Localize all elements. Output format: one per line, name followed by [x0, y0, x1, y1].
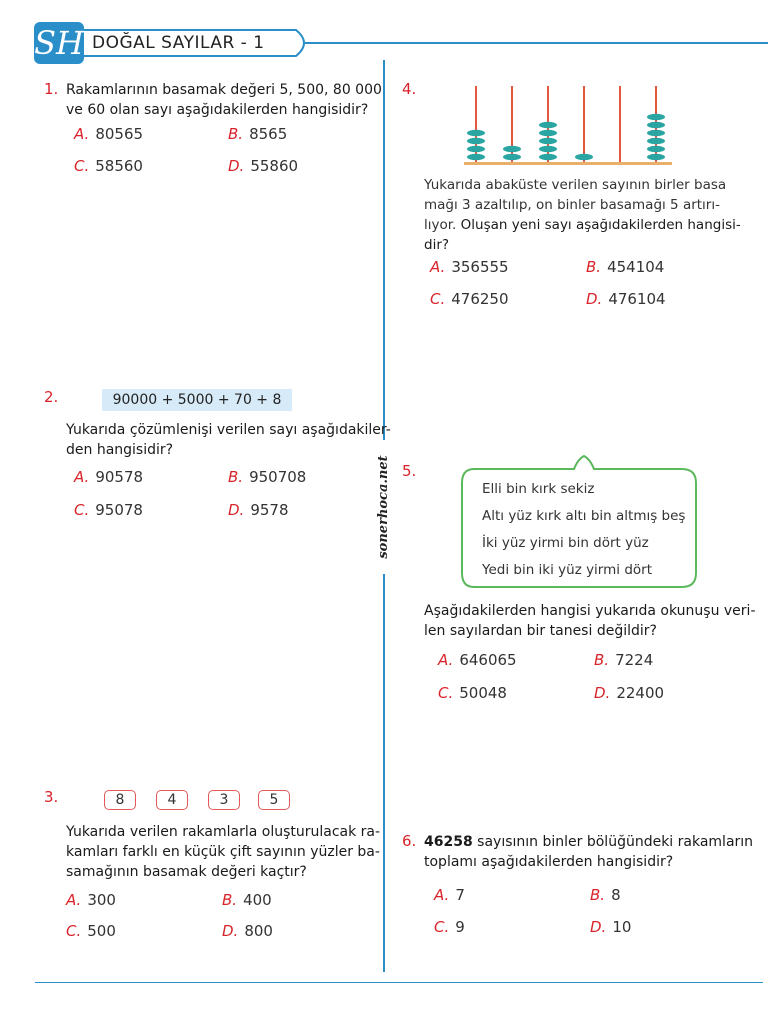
abacus-bead [647, 154, 665, 160]
q3-option-a[interactable] [66, 891, 116, 909]
option-letter: C. [66, 922, 82, 940]
bubble-line-3: İki yüz yirmi bin dört yüz [482, 535, 649, 551]
q4-text-line3b: Oluşan yeni sayı aşağıdakilerden hangisi- [460, 217, 741, 233]
q3-option-d[interactable] [222, 922, 273, 940]
q6-number-value: 46258 [424, 834, 473, 850]
option-value: 476104 [608, 290, 666, 308]
q3-option-c[interactable] [66, 922, 116, 940]
q4-text-line3a: lıyor. [424, 217, 457, 233]
q4-text-line2: mağı 3 azaltılıp, on binler basamağı 5 artırı- [424, 197, 720, 213]
q3-number: 3. [44, 788, 59, 806]
option-letter: D. [594, 684, 611, 702]
abacus-bead [539, 130, 557, 136]
q3-text-line3: samağının basamak değeri kaçtır? [66, 864, 307, 880]
option-letter: B. [222, 891, 238, 909]
q5-option-c[interactable] [438, 684, 507, 702]
q4-number: 4. [402, 80, 417, 98]
option-value: 9578 [250, 501, 289, 519]
q6-option-c[interactable] [434, 918, 465, 936]
option-letter: B. [590, 886, 606, 904]
q1-text-line2: ve 60 olan sayı aşağıdakilerden hangisidir? [66, 102, 369, 118]
q1-option-d[interactable] [228, 157, 298, 175]
option-letter: D. [586, 290, 603, 308]
option-letter: A. [74, 125, 90, 143]
option-value: 646065 [459, 651, 517, 669]
option-value: 80565 [95, 125, 144, 143]
q6-option-a[interactable] [434, 886, 465, 904]
q5-option-d[interactable] [594, 684, 664, 702]
q2-text-line2: den hangisidir? [66, 442, 174, 458]
option-letter: D. [228, 501, 245, 519]
q5-option-a[interactable] [438, 651, 517, 669]
option-value: 8565 [249, 125, 288, 143]
option-value: 800 [244, 922, 273, 940]
bottom-line [35, 982, 763, 983]
option-letter: A. [438, 651, 454, 669]
q5-number: 5. [402, 462, 417, 480]
abacus-bead [539, 122, 557, 128]
q2-expression: 90000 + 5000 + 70 + 8 [102, 389, 292, 411]
q4-option-b[interactable] [586, 258, 664, 276]
option-letter: C. [434, 918, 450, 936]
q4-text-line4: dir? [424, 237, 450, 253]
page-title: DOĞAL SAYILAR - 1 [92, 33, 265, 53]
q3-text-line2: kamları farklı en küçük çift sayının yüzler ba- [66, 844, 380, 860]
option-letter: C. [74, 157, 90, 175]
option-value: 950708 [249, 468, 307, 486]
option-letter: C. [430, 290, 446, 308]
option-letter: C. [74, 501, 90, 519]
abacus-bead [539, 138, 557, 144]
q4-option-a[interactable] [430, 258, 509, 276]
option-value: 8 [611, 886, 621, 904]
q6-option-d[interactable] [590, 918, 631, 936]
q4-option-d[interactable] [586, 290, 666, 308]
abacus-bead [467, 146, 485, 152]
logo-letters: SH [34, 24, 84, 62]
option-letter: B. [228, 468, 244, 486]
abacus-bead [539, 146, 557, 152]
option-letter: A. [66, 891, 82, 909]
q5-text-line2: len sayılardan bir tanesi değildir? [424, 623, 657, 639]
q5-text-line1: Aşağıdakilerden hangisi yukarıda okunuşu veri- [424, 603, 756, 619]
option-value: 55860 [250, 157, 299, 175]
abacus-bead [539, 154, 557, 160]
q1-number: 1. [44, 80, 59, 98]
q3-digit-1: 8 [104, 790, 136, 810]
q4-text-line1: Yukarıda abaküste verilen sayının birler basa [424, 177, 727, 193]
option-letter: A. [434, 886, 450, 904]
option-value: 356555 [451, 258, 509, 276]
q2-option-b[interactable] [228, 468, 306, 486]
abacus [460, 80, 680, 170]
q2-option-c[interactable] [74, 501, 143, 519]
q4-option-c[interactable] [430, 290, 509, 308]
option-letter: D. [228, 157, 245, 175]
option-value: 9 [455, 918, 465, 936]
option-letter: B. [586, 258, 602, 276]
option-letter: C. [438, 684, 454, 702]
abacus-bead [467, 154, 485, 160]
abacus-bead [503, 146, 521, 152]
q3-text-line1: Yukarıda verilen rakamlarla oluşturulacak ra- [66, 824, 381, 840]
option-letter: A. [430, 258, 446, 276]
q6-text-line2: toplamı aşağıdakilerden hangisidir? [424, 854, 674, 870]
abacus-bead [647, 138, 665, 144]
q6-text-line1b: sayısının binler bölüğündeki rakamların [477, 834, 754, 850]
q3-digit-4: 5 [258, 790, 290, 810]
option-value: 400 [243, 891, 272, 909]
q3-digit-3: 3 [208, 790, 240, 810]
abacus-base [464, 162, 672, 165]
option-value: 7 [455, 886, 465, 904]
bubble-line-2: Altı yüz kırk altı bin altmış beş [482, 508, 686, 524]
q6-text-line1 [424, 832, 753, 852]
option-letter: D. [222, 922, 239, 940]
q2-text-line1: Yukarıda çözümlenişi verilen sayı aşağıdakiler- [66, 422, 391, 438]
q4-text-line3 [424, 215, 741, 235]
bubble-line-4: Yedi bin iki yüz yirmi dört [482, 562, 652, 578]
q2-number: 2. [44, 388, 59, 406]
q1-option-b[interactable] [228, 125, 287, 143]
abacus-bead [647, 122, 665, 128]
q1-option-a[interactable] [74, 125, 143, 143]
option-value: 454104 [607, 258, 665, 276]
option-letter: A. [74, 468, 90, 486]
option-value: 50048 [459, 684, 507, 702]
option-value: 22400 [616, 684, 665, 702]
abacus-bead [503, 154, 521, 160]
abacus-bead [647, 114, 665, 120]
option-value: 10 [612, 918, 632, 936]
watermark: sonerhoca.net [375, 440, 393, 574]
option-letter: B. [594, 651, 610, 669]
option-letter: B. [228, 125, 244, 143]
q2-option-a[interactable] [74, 468, 143, 486]
q6-option-b[interactable] [590, 886, 621, 904]
q3-digit-2: 4 [156, 790, 188, 810]
q1-option-c[interactable] [74, 157, 143, 175]
q5-option-b[interactable] [594, 651, 653, 669]
option-value: 90578 [95, 468, 144, 486]
option-value: 7224 [615, 651, 654, 669]
option-letter: D. [590, 918, 607, 936]
q2-option-d[interactable] [228, 501, 289, 519]
q1-text-line1: Rakamlarının basamak değeri 5, 500, 80 000 [66, 82, 382, 98]
option-value: 95078 [95, 501, 143, 519]
bubble-line-1: Elli bin kırk sekiz [482, 481, 595, 497]
abacus-bead [575, 154, 593, 160]
abacus-bead [647, 130, 665, 136]
abacus-bead [467, 138, 485, 144]
q6-number: 6. [402, 832, 417, 850]
option-value: 58560 [95, 157, 143, 175]
abacus-bead [647, 146, 665, 152]
q3-option-b[interactable] [222, 891, 272, 909]
option-value: 476250 [451, 290, 509, 308]
abacus-bead [467, 130, 485, 136]
option-value: 300 [87, 891, 116, 909]
option-value: 500 [87, 922, 116, 940]
